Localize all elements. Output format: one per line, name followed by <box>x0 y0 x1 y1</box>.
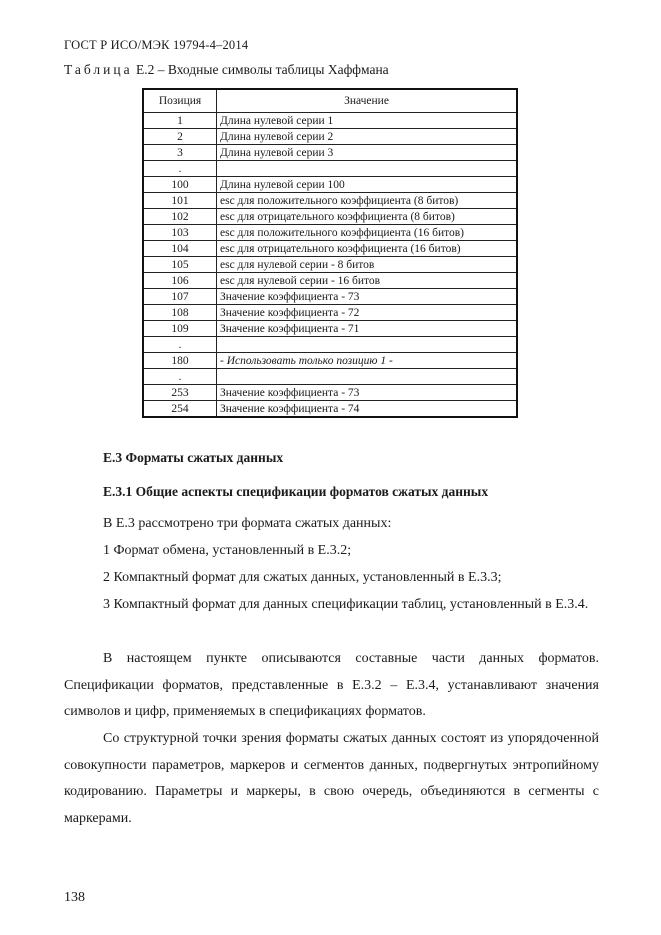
table-cell-position: 100 <box>143 177 217 193</box>
table-row <box>143 353 517 369</box>
table-cell-position: . <box>143 337 217 353</box>
table-row <box>143 289 517 305</box>
table-caption <box>64 62 389 78</box>
table-cell-position: 102 <box>143 209 217 225</box>
list-item-2: 2 Компактный формат для сжатых данных, установленный в Е.3.3; <box>103 570 502 585</box>
table-row <box>143 321 517 337</box>
page-number: 138 <box>64 890 85 905</box>
table-cell-value: esc для положительного коэффициента (8 битов) <box>217 193 518 209</box>
table-cell-position: 253 <box>143 385 217 401</box>
table-cell-position: 3 <box>143 145 217 161</box>
table-row <box>143 257 517 273</box>
table-cell-position: 2 <box>143 129 217 145</box>
table-cell-position: 104 <box>143 241 217 257</box>
huffman-table <box>142 88 518 418</box>
list-item-3: 3 Компактный формат для данных спецификации таблиц, установленный в Е.3.4. <box>103 597 589 612</box>
intro-paragraph: В Е.3 рассмотрено три формата сжатых данных: <box>103 516 392 531</box>
table-cell-value: Значение коэффициента - 72 <box>217 305 518 321</box>
paragraph-structure: Со структурной точки зрения форматы сжатых данных состоят из упорядоченной совокупности параметров, маркеров и сегментов данных, подвергнутых энтропийному кодированию. Параметры и маркеры, в свою очередь, объединяются в сегменты с маркерами. <box>64 731 599 826</box>
table-row <box>143 113 517 129</box>
table-cell-value: Длина нулевой серии 3 <box>217 145 518 161</box>
table-row <box>143 161 517 177</box>
table-cell-position: 103 <box>143 225 217 241</box>
table-cell-position: 254 <box>143 401 217 418</box>
table-cell-position: 107 <box>143 289 217 305</box>
column-header-value: Значение <box>217 89 518 113</box>
table-cell-value <box>217 337 518 353</box>
section-e31-title: Е.3.1 Общие аспекты спецификации форматов сжатых данных <box>103 484 489 499</box>
table-row <box>143 209 517 225</box>
table-cell-value: Значение коэффициента - 73 <box>217 289 518 305</box>
table-cell-position: 105 <box>143 257 217 273</box>
table-cell-position: 108 <box>143 305 217 321</box>
table-cell-position: 101 <box>143 193 217 209</box>
table-cell-value <box>217 369 518 385</box>
table-cell-value: Значение коэффициента - 73 <box>217 385 518 401</box>
column-header-position: Позиция <box>143 89 217 113</box>
paragraph-components: В настоящем пункте описываются составные части данных форматов. Спецификации форматов, представленные в Е.3.2 – Е.3.4, устанавливают значения символов и цифр, применяемых в спецификациях форматов. <box>64 651 599 719</box>
section-e3-title: Е.3 Форматы сжатых данных <box>103 450 284 465</box>
table-cell-position: . <box>143 161 217 177</box>
table-row <box>143 145 517 161</box>
table-caption-prefix: Таблица <box>64 62 133 77</box>
table-row <box>143 129 517 145</box>
table-cell-value: esc для отрицательного коэффициента (8 битов) <box>217 209 518 225</box>
table-cell-value <box>217 161 518 177</box>
table-cell-position: 106 <box>143 273 217 289</box>
table-header-row <box>143 89 517 113</box>
list-item-1: 1 Формат обмена, установленный в Е.3.2; <box>103 543 352 558</box>
table-row <box>143 177 517 193</box>
table-cell-position: . <box>143 369 217 385</box>
table-cell-value: Длина нулевой серии 100 <box>217 177 518 193</box>
table-row <box>143 305 517 321</box>
table-caption-text: Е.2 – Входные символы таблицы Хаффмана <box>132 62 389 77</box>
table-body <box>143 113 517 418</box>
table-cell-value: Значение коэффициента - 71 <box>217 321 518 337</box>
table-row <box>143 241 517 257</box>
table-cell-value: esc для нулевой серии - 16 битов <box>217 273 518 289</box>
table-cell-value: esc для положительного коэффициента (16 битов) <box>217 225 518 241</box>
table-cell-value: esc для нулевой серии - 8 битов <box>217 257 518 273</box>
table-cell-value: Длина нулевой серии 1 <box>217 113 518 129</box>
table-cell-value: Длина нулевой серии 2 <box>217 129 518 145</box>
table-cell-position: 109 <box>143 321 217 337</box>
table-cell-value: Значение коэффициента - 74 <box>217 401 518 418</box>
table-row <box>143 337 517 353</box>
table-cell-value: - Использовать только позицию 1 - <box>217 353 518 369</box>
table-row <box>143 385 517 401</box>
table-row <box>143 273 517 289</box>
table-cell-position: 1 <box>143 113 217 129</box>
table-row <box>143 225 517 241</box>
table-cell-value: esc для отрицательного коэффициента (16 битов) <box>217 241 518 257</box>
table-row <box>143 369 517 385</box>
document-header: ГОСТ Р ИСО/МЭК 19794-4–2014 <box>64 38 249 52</box>
table-row <box>143 401 517 418</box>
table-row <box>143 193 517 209</box>
table-cell-position: 180 <box>143 353 217 369</box>
